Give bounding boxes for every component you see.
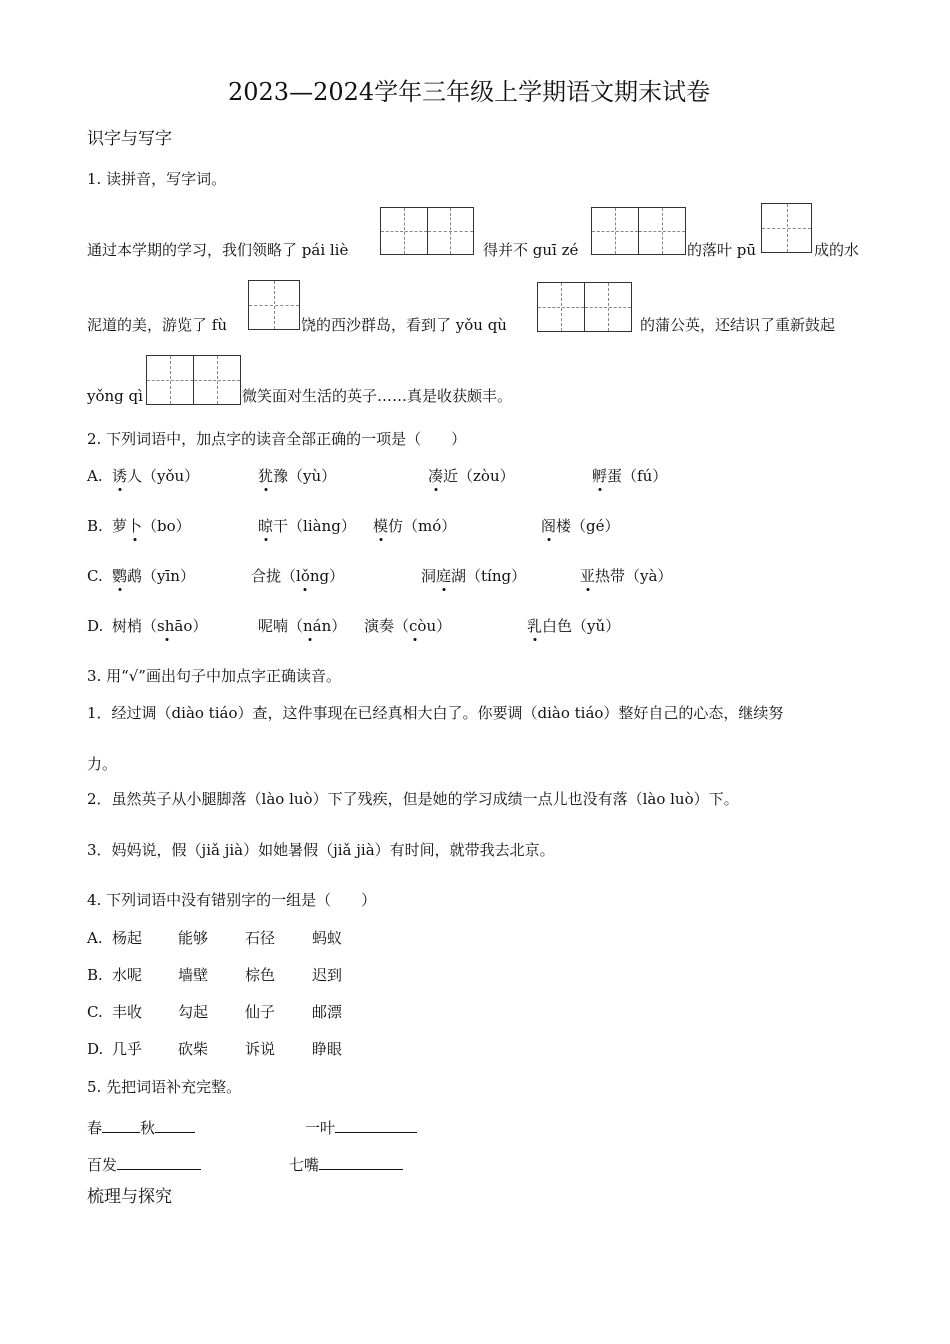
- q3-sentence1-cont: 力。: [87, 755, 118, 773]
- q2-a-word1: 诱人（yǒu）: [112, 467, 200, 485]
- q4-a-word: 石径: [245, 929, 276, 947]
- q4-d-word: 几乎: [112, 1040, 143, 1058]
- q4-heading: 4. 下列词语中没有错别字的一组是（ ）: [87, 891, 377, 909]
- writing-grid-pu[interactable]: [761, 203, 812, 253]
- q4-option-a-label[interactable]: A.: [87, 929, 103, 947]
- q4-option-c-label[interactable]: C.: [87, 1003, 103, 1021]
- dotted-char: 模: [373, 517, 389, 535]
- q2-a-word2: 犹豫（yù）: [258, 467, 337, 485]
- q4-a-word: 杨起: [112, 929, 143, 947]
- q4-option-d-label[interactable]: D.: [87, 1040, 104, 1058]
- q3-sentence1: 1．经过调（diào tiáo）查，这件事现在已经真相大白了。你要调（diào tiáo）整好自己的心态，继续努: [87, 704, 784, 722]
- q2-a-word4: 孵蛋（fú）: [592, 467, 668, 485]
- q5-item-yiye: 一叶: [305, 1118, 417, 1136]
- fill-blank[interactable]: [335, 1118, 417, 1133]
- q4-c-word: 勾起: [178, 1003, 209, 1021]
- q3-sentence2: 2．虽然英子从小腿脚落（lào luò）下了残疾，但是她的学习成绩一点儿也没有落（lào luò）下。: [87, 790, 739, 808]
- q2-option-c-label[interactable]: C.: [87, 567, 103, 585]
- writing-grid-yongqi[interactable]: [146, 355, 241, 405]
- fill-blank[interactable]: [155, 1118, 195, 1133]
- q4-c-word: 仙子: [245, 1003, 276, 1021]
- dotted-char: 阁: [541, 517, 557, 535]
- q5-item-baifa: 百发: [87, 1155, 201, 1173]
- q1-line1-text-c: 的落叶 pū: [687, 241, 757, 259]
- dotted-char: 拢（lǒng）: [266, 567, 345, 585]
- writing-grid-youqu[interactable]: [537, 282, 632, 332]
- q2-b-word4: 阁楼（gé）: [541, 517, 620, 535]
- q1-line2-text-c: 的蒲公英，还结识了重新鼓起: [640, 316, 836, 334]
- dotted-char: 凑: [428, 467, 444, 485]
- q2-option-b-label[interactable]: B.: [87, 517, 103, 535]
- q4-c-word: 丰收: [112, 1003, 143, 1021]
- writing-grid-pailie[interactable]: [380, 207, 474, 255]
- dotted-char: 卜: [127, 517, 143, 535]
- dotted-char: 鹦: [112, 567, 128, 585]
- q2-c-word3: 洞庭湖（tíng）: [421, 567, 527, 585]
- q4-c-word: 邮漂: [312, 1003, 343, 1021]
- q2-d-word4: 乳白色（yǔ）: [527, 617, 621, 635]
- q2-d-word1: 树梢（shāo）: [112, 617, 208, 635]
- q5-item-chun-qiu: 春 秋: [87, 1118, 195, 1136]
- q4-b-word: 棕色: [245, 966, 276, 984]
- page-title: 2023—2024学年三年级上学期语文期末试卷: [228, 78, 711, 106]
- q4-b-word: 墙壁: [178, 966, 209, 984]
- q2-c-word4: 亚热带（yà）: [580, 567, 673, 585]
- q2-b-word2: 晾干（liàng）: [258, 517, 356, 535]
- q2-b-word1: 萝卜（bo）: [112, 517, 191, 535]
- section-heading-literacy: 识字与写字: [87, 129, 172, 149]
- q3-heading: 3. 用“√”画出句子中加点字正确读音。: [87, 667, 341, 685]
- q4-option-b-label[interactable]: B.: [87, 966, 103, 984]
- writing-grid-guize[interactable]: [591, 207, 686, 255]
- fill-blank[interactable]: [319, 1155, 403, 1170]
- q2-option-d-label[interactable]: D.: [87, 617, 104, 635]
- q2-c-word2: 合拢（lǒng）: [251, 567, 345, 585]
- q4-d-word: 睁眼: [312, 1040, 343, 1058]
- q4-d-word: 诉说: [245, 1040, 276, 1058]
- q1-line1-text-b: 得并不 guī zé: [483, 241, 579, 259]
- fill-blank[interactable]: [102, 1118, 140, 1133]
- q5-heading: 5. 先把词语补充完整。: [87, 1078, 242, 1096]
- dotted-char: 梢（shāo）: [127, 617, 208, 635]
- dotted-char: 庭: [436, 567, 452, 585]
- q4-b-word: 水呢: [112, 966, 143, 984]
- q4-a-word: 蚂蚁: [312, 929, 343, 947]
- q1-line2-text-b: 饶的西沙群岛，看到了 yǒu qù: [301, 316, 507, 334]
- q5-item-qizui: 七嘴: [289, 1155, 403, 1173]
- q1-line3-text-b: 微笑面对生活的英子……真是收获颇丰。: [242, 387, 513, 405]
- section-heading-review: 梳理与探究: [87, 1187, 172, 1207]
- dotted-char: 乳: [527, 617, 543, 635]
- dotted-char: 孵: [592, 467, 608, 485]
- dotted-char: 犹: [258, 467, 274, 485]
- q4-a-word: 能够: [178, 929, 209, 947]
- q1-line2-text-a: 泥道的美，游览了 fù: [87, 316, 227, 334]
- fill-blank[interactable]: [117, 1155, 201, 1170]
- q4-d-word: 砍柴: [178, 1040, 209, 1058]
- q2-option-a-label[interactable]: A.: [87, 467, 103, 485]
- q2-d-word2: 呢喃（nán）: [258, 617, 347, 635]
- dotted-char: 奏（còu）: [379, 617, 452, 635]
- q1-heading: 1. 读拼音，写字词。: [87, 170, 227, 188]
- q4-b-word: 迟到: [312, 966, 343, 984]
- q2-b-word3: 模仿（mó）: [373, 517, 457, 535]
- q3-sentence3: 3．妈妈说，假（jiǎ jià）如她暑假（jiǎ jià）有时间，就带我去北京。: [87, 841, 555, 859]
- dotted-char: 亚: [580, 567, 596, 585]
- q2-heading: 2. 下列词语中，加点字的读音全部正确的一项是（ ）: [87, 430, 467, 448]
- writing-grid-fu[interactable]: [248, 280, 300, 330]
- q1-line1-text-d: 成的水: [814, 241, 860, 259]
- q2-a-word3: 凑近（zòu）: [428, 467, 515, 485]
- q1-line3-text-a: yǒng qì: [87, 387, 143, 405]
- dotted-char: 晾: [258, 517, 274, 535]
- q2-d-word3: 演奏（còu）: [364, 617, 452, 635]
- q2-c-word1: 鹦鹉（yīn）: [112, 567, 195, 585]
- dotted-char: 喃（nán）: [273, 617, 347, 635]
- q1-line1-text-a: 通过本学期的学习，我们领略了 pái liè: [87, 241, 349, 259]
- dotted-char: 诱: [112, 467, 128, 485]
